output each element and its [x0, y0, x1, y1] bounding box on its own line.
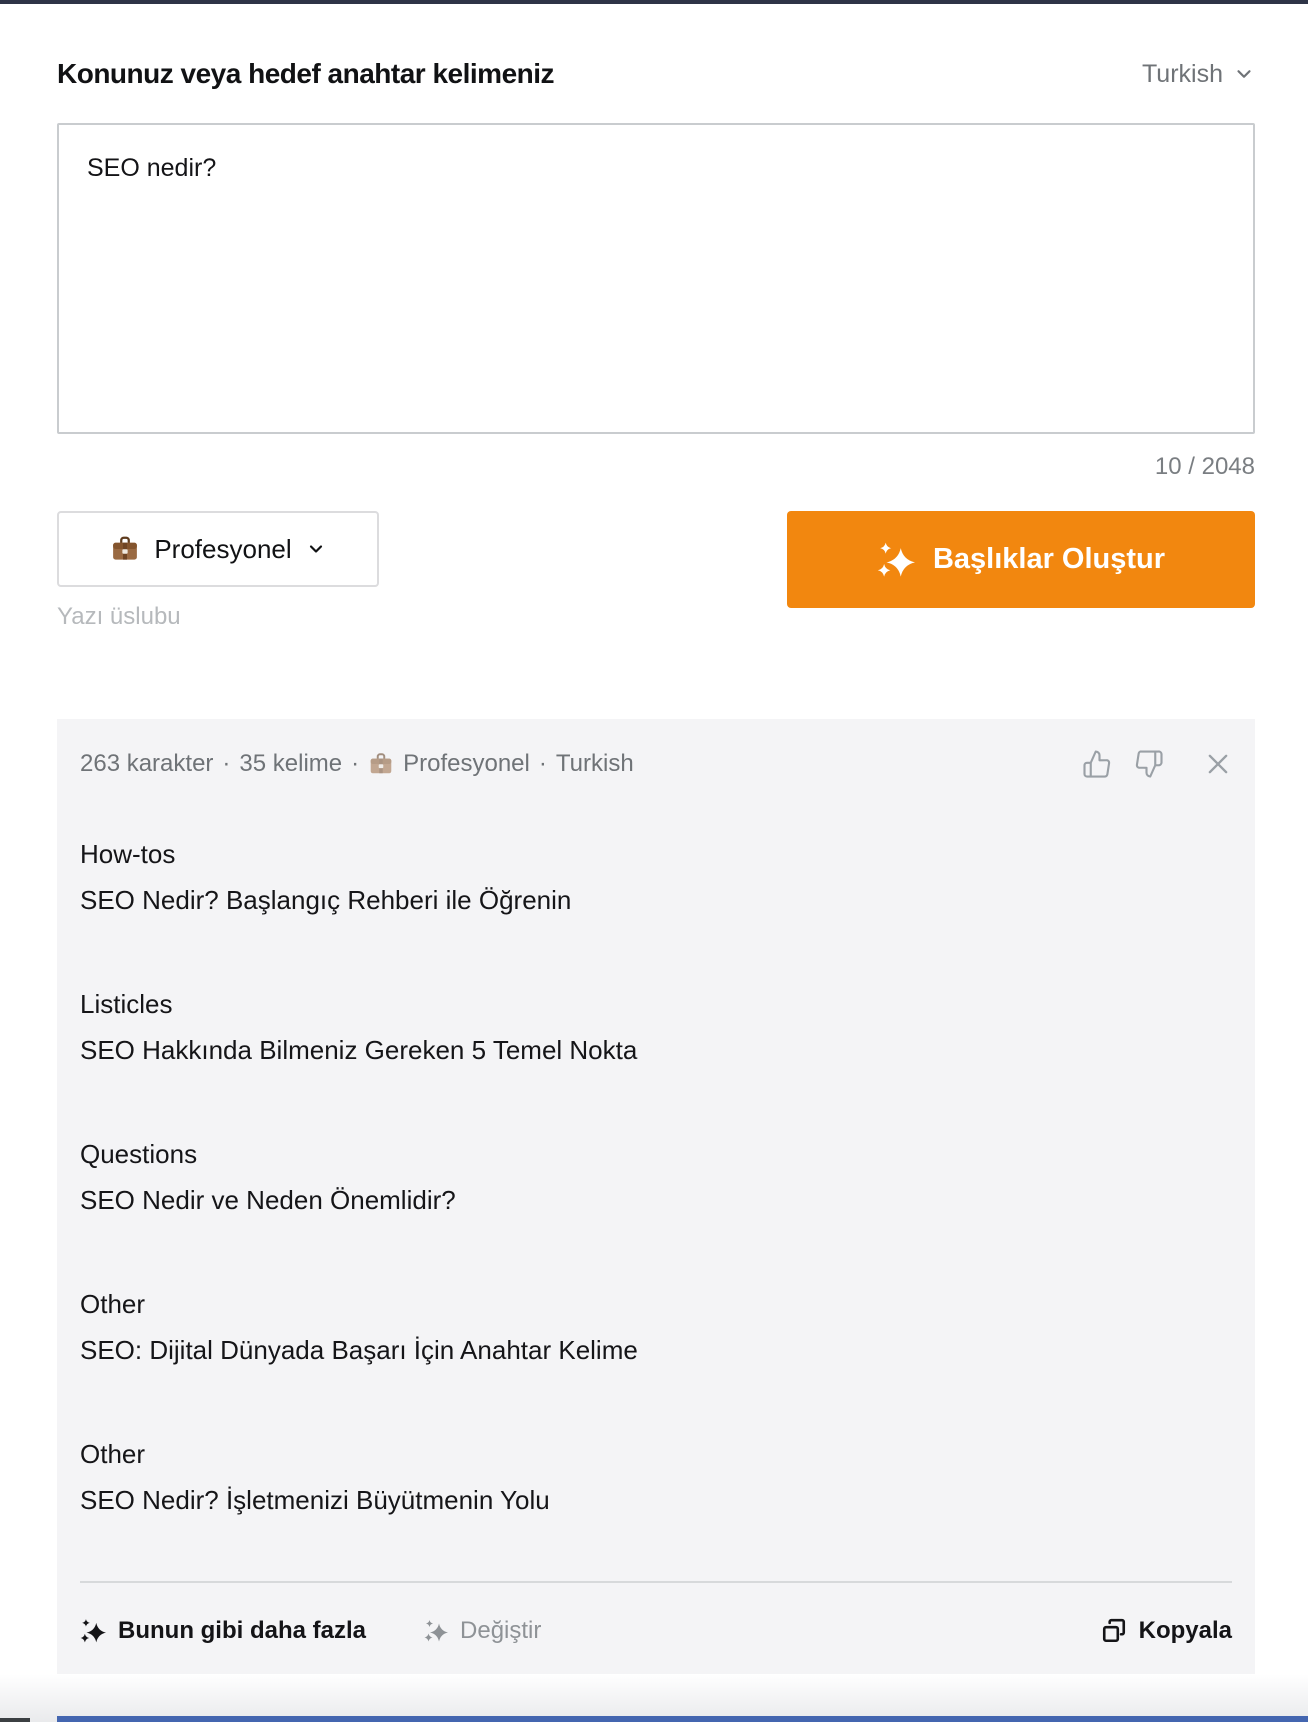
bottom-blue-bar — [57, 1716, 1308, 1722]
result-category: Other — [80, 1289, 146, 1319]
result-group — [80, 1131, 1232, 1223]
meta-separator: · — [538, 750, 547, 777]
bottom-scroll-fade — [0, 1674, 1308, 1722]
main-content — [57, 4, 1255, 1685]
meta-language: Turkish — [555, 750, 634, 777]
copy-button[interactable] — [1101, 1617, 1232, 1645]
tone-dropdown-value: Profesyonel — [154, 533, 292, 564]
result-title: SEO Nedir? İşletmenizi Büyütmenin Yolu — [80, 1485, 550, 1515]
bottom-left-edge — [0, 1718, 30, 1722]
result-category: Questions — [80, 1139, 198, 1169]
result-group — [80, 1281, 1232, 1373]
copy-label: Kopyala — [1138, 1617, 1232, 1644]
generate-titles-button[interactable] — [787, 511, 1255, 608]
thumbs-up-icon — [1082, 749, 1112, 779]
modify-button[interactable] — [424, 1617, 541, 1645]
language-selector-value: Turkish — [1141, 59, 1223, 88]
character-counter: 10 / 2048 — [1154, 453, 1255, 480]
header-row — [57, 58, 1255, 90]
tone-field-label: Yazı üslubu — [57, 603, 181, 630]
result-meta-row — [80, 749, 1232, 779]
result-category: How-tos — [80, 839, 176, 869]
result-category: Listicles — [80, 989, 173, 1019]
chevron-down-icon — [1233, 63, 1255, 85]
copy-icon — [1101, 1618, 1127, 1644]
result-group — [80, 831, 1232, 923]
result-footer — [80, 1583, 1232, 1665]
more-like-this-label: Bunun gibi daha fazla — [118, 1617, 367, 1644]
meta-characters: 263 karakter — [80, 750, 214, 777]
thumbs-down-button[interactable] — [1134, 749, 1164, 779]
result-actions-icons — [1060, 749, 1232, 779]
meta-separator: · — [351, 750, 360, 777]
meta-tone: Profesyonel — [403, 750, 530, 777]
result-title: SEO: Dijital Dünyada Başarı İçin Anahtar Kelime — [80, 1335, 638, 1365]
chevron-down-icon — [306, 539, 326, 559]
briefcase-icon — [110, 534, 140, 564]
modify-label: Değiştir — [460, 1617, 542, 1644]
generate-titles-label: Başlıklar Oluştur — [932, 543, 1166, 575]
briefcase-icon — [368, 751, 394, 777]
close-result-button[interactable] — [1204, 750, 1232, 778]
result-groups — [80, 831, 1232, 1523]
close-icon — [1204, 750, 1232, 778]
result-group — [80, 981, 1232, 1073]
result-title: SEO Hakkında Bilmeniz Gereken 5 Temel Nokta — [80, 1035, 638, 1065]
result-title: SEO Nedir ve Neden Önemlidir? — [80, 1185, 456, 1215]
result-group — [80, 1431, 1232, 1523]
meta-words: 35 kelime — [239, 750, 343, 777]
page-title: Konunuz veya hedef anahtar kelimeniz — [57, 58, 555, 89]
sparkles-icon — [877, 541, 915, 579]
result-category: Other — [80, 1439, 146, 1469]
tone-dropdown[interactable] — [57, 511, 379, 587]
more-like-this-button[interactable] — [80, 1617, 366, 1645]
result-meta — [80, 750, 634, 778]
thumbs-down-icon — [1134, 749, 1164, 779]
language-selector[interactable] — [1142, 60, 1255, 89]
result-title: SEO Nedir? Başlangıç Rehberi ile Öğrenin — [80, 885, 572, 915]
topic-input[interactable] — [57, 123, 1255, 434]
sparkles-icon — [424, 1619, 448, 1643]
controls-row — [57, 511, 1255, 631]
sparkles-icon — [80, 1618, 106, 1644]
thumbs-up-button[interactable] — [1082, 749, 1112, 779]
result-card — [57, 719, 1255, 1685]
meta-separator: · — [222, 750, 231, 777]
